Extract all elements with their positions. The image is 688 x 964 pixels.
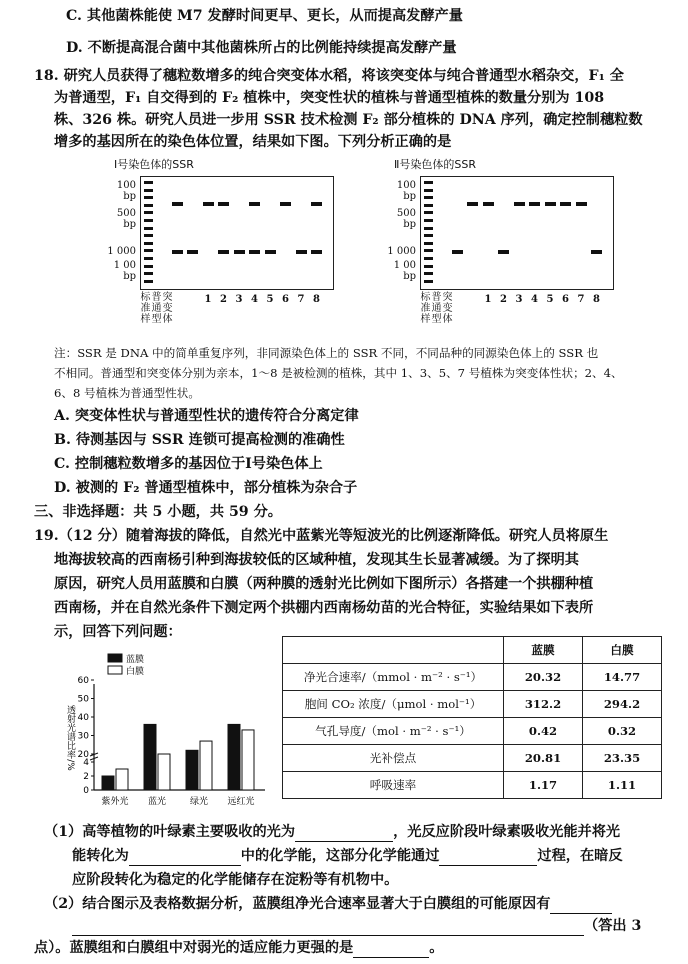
ladder-rung: [424, 257, 433, 260]
bar: [158, 754, 170, 790]
q18-option-a: A. 突变体性状与普通型性状的遗传符合分离定律: [54, 408, 359, 424]
ladder-rung: [144, 265, 153, 268]
gel-band: [483, 202, 494, 206]
q18-note-1: 注：SSR 是 DNA 中的简单重复序列，非同源染色体上的 SSR 不同，不同品种的同源染色体上的 SSR 也: [54, 346, 599, 360]
gel-band: [498, 250, 509, 254]
ladder-rung: [424, 272, 433, 275]
option-c-prev: C. 其他菌株能使 M7 发酵时间更早、更长，从而提高发酵产量: [66, 8, 463, 24]
gel-band: [576, 202, 587, 206]
lane-label: 通: [151, 303, 162, 314]
lane-label: 突: [162, 292, 173, 303]
ladder-rung: [424, 211, 433, 214]
ladder-rung: [424, 265, 433, 268]
row-blue-value: 312.2: [504, 691, 583, 718]
lane-label: 变: [442, 303, 453, 314]
gel-band: [172, 250, 183, 254]
answer-blank-6[interactable]: [353, 943, 429, 958]
ladder-rung: [144, 242, 153, 245]
gel-band: [467, 202, 478, 206]
lane-number: 3: [515, 294, 523, 305]
photosynthesis-table: [282, 636, 662, 799]
y-tick-label: 40: [77, 713, 89, 723]
gel-band: [560, 202, 571, 206]
bar: [186, 750, 198, 790]
lane-label: 体: [442, 314, 453, 325]
gel-band: [234, 250, 245, 254]
table-header-blue: 蓝膜: [504, 637, 583, 664]
ladder-rung: [144, 219, 153, 222]
ladder-rung: [424, 189, 433, 192]
lane-number: 5: [266, 294, 274, 305]
gel-band: [172, 202, 183, 206]
sub2-text-a: （2）结合图示及表格数据分析，蓝膜组净光合速率显著大于白膜组的可能原因有: [44, 896, 551, 912]
x-tick-label: 远红光: [227, 797, 255, 807]
lane-number: 4: [251, 294, 258, 305]
q19-line-3: 原因，研究人员用蓝膜和白膜（两种膜的透射光比例如下图所示）各搭建一个拱棚种植: [54, 576, 594, 592]
gel-band: [218, 202, 229, 206]
ladder-rung: [144, 227, 153, 230]
ladder-label: bp: [403, 191, 416, 202]
q18-line-1: 18. 研究人员获得了穗粒数增多的纯合突变体水稻，将该突变体与纯合普通型水稻杂交，F₁ 全: [34, 68, 624, 84]
sub2-text-d: 。: [429, 940, 444, 956]
ladder-rung: [424, 234, 433, 237]
ladder-rung: [144, 211, 153, 214]
gel-band: [311, 202, 322, 206]
legend-label: 白膜: [126, 667, 145, 677]
row-label: 气孔导度/（mol · m⁻² · s⁻¹）: [283, 718, 504, 745]
bar: [228, 724, 240, 790]
answer-blank-3[interactable]: [439, 851, 537, 866]
lane-number: 8: [593, 294, 600, 305]
lane-number: 4: [531, 294, 538, 305]
gel-band: [265, 250, 276, 254]
y-tick-label: 2: [83, 772, 89, 782]
y-tick-label: 30: [77, 731, 89, 742]
lane-number: 3: [235, 294, 243, 305]
y-tick-label: 50: [77, 694, 89, 705]
q18-line-2: 为普通型，F₁ 自交得到的 F₂ 植株中，突变性状的植株与普通型植株的数量分别为 108: [54, 90, 605, 106]
lane-label: 普: [431, 292, 442, 303]
gel2-title: Ⅱ号染色体的SSR: [394, 158, 477, 171]
q19-sub2-line-1: [44, 894, 612, 914]
q19-sub1-line-2: [72, 846, 623, 866]
q19-sub2-line-2: [72, 916, 641, 936]
ladder-rung: [144, 280, 153, 283]
legend-label: 蓝膜: [126, 655, 145, 665]
row-blue-value: 1.17: [504, 772, 583, 799]
gel-band: [203, 202, 214, 206]
y-tick-label: 4: [83, 758, 89, 768]
table-header-row: [283, 637, 662, 664]
section-3-header: 三、非选择题：共 5 小题，共 59 分。: [34, 504, 282, 520]
gel-band: [529, 202, 540, 206]
bar: [242, 730, 254, 790]
ladder-label: bp: [123, 219, 136, 230]
ladder-rung: [424, 227, 433, 230]
table-row: [283, 745, 662, 772]
q18-option-d: D. 被测的 F₂ 普通型植株中，部分植株为杂合子: [54, 480, 358, 496]
ladder-rung: [424, 181, 433, 184]
row-white-value: 1.11: [583, 772, 662, 799]
table-header-white: 白膜: [583, 637, 662, 664]
ladder-label: bp: [123, 271, 136, 282]
q19-sub1-line-3: 应阶段转化为稳定的化学能储存在淀粉等有机物中。: [72, 872, 399, 888]
ladder-rung: [424, 196, 433, 199]
bar: [102, 776, 114, 790]
table-row: [283, 772, 662, 799]
gel-band: [311, 250, 322, 254]
lane-number: 8: [313, 294, 320, 305]
sub1-text-c: 能转化为: [72, 848, 129, 864]
ladder-label: 1 000: [107, 246, 136, 257]
lane-label: 通: [431, 303, 442, 314]
lane-label: 样: [140, 314, 151, 325]
answer-blank-5[interactable]: [72, 921, 584, 936]
q19-sub1-line-1: [44, 822, 620, 842]
lane-label: 标: [140, 292, 151, 303]
y-tick-label: 0: [83, 786, 89, 796]
ladder-label: 1 00: [113, 260, 136, 271]
lane-number: 2: [500, 294, 507, 305]
gel-band: [280, 202, 291, 206]
ladder-rung: [424, 219, 433, 222]
row-label: 胞间 CO₂ 浓度/（μmol · mol⁻¹）: [283, 691, 504, 718]
y-tick-label: 60: [77, 676, 89, 686]
legend-swatch: [108, 654, 122, 662]
x-tick-label: 蓝光: [147, 797, 167, 807]
lane-label: 样: [420, 314, 431, 325]
bar: [116, 769, 128, 790]
lane-number: 7: [577, 294, 585, 305]
ladder-rung: [424, 280, 433, 283]
lane-label: 体: [162, 314, 173, 325]
ladder-rung: [144, 257, 153, 260]
x-tick-label: 绿光: [189, 797, 209, 807]
ladder-rung: [144, 272, 153, 275]
ladder-rung: [144, 249, 153, 252]
gel-band: [514, 202, 525, 206]
table-row: [283, 691, 662, 718]
transmission-bar-chart: [60, 648, 275, 818]
sub1-text-e: 过程，在暗反: [537, 848, 623, 864]
bar: [144, 724, 156, 790]
row-white-value: 294.2: [583, 691, 662, 718]
q19-line-5: 示，回答下列问题：: [54, 624, 182, 640]
row-blue-value: 20.32: [504, 664, 583, 691]
row-blue-value: 20.81: [504, 745, 583, 772]
table-row: [283, 718, 662, 745]
q19-line-1: 19.（12 分）随着海拔的降低，自然光中蓝紫光等短波光的比例逐渐降低。研究人员将原生: [34, 528, 609, 544]
ladder-rung: [144, 181, 153, 184]
ladder-label: 100: [116, 180, 136, 191]
lane-number: 6: [282, 294, 289, 305]
sub2-text-c: 点）。蓝膜组和白膜组中对弱光的适应能力更强的是: [34, 940, 354, 956]
row-label: 呼吸速率: [283, 772, 504, 799]
ladder-rung: [144, 196, 153, 199]
sub1-text-a: （1）高等植物的叶绿素主要吸收的光为: [44, 824, 296, 840]
lane-label: 型: [151, 314, 162, 325]
ladder-label: 1 000: [387, 246, 416, 257]
x-tick-label: 紫外光: [101, 797, 129, 807]
lane-number: 5: [546, 294, 554, 305]
gel1-figure: [104, 172, 334, 342]
ladder-label: bp: [123, 191, 136, 202]
ladder-rung: [144, 189, 153, 192]
lane-number: 7: [297, 294, 305, 305]
table-row: [283, 664, 662, 691]
ladder-label: 1 00: [393, 260, 416, 271]
option-d-prev: D. 不断提高混合菌中其他菌株所占的比例能持续提高发酵产量: [66, 40, 457, 56]
answer-blank-1[interactable]: [295, 827, 393, 842]
row-blue-value: 0.42: [504, 718, 583, 745]
ladder-rung: [424, 204, 433, 207]
ladder-rung: [144, 204, 153, 207]
gel-frame: [420, 176, 614, 290]
gel1-title: Ⅰ号染色体的SSR: [114, 158, 194, 171]
ladder-label: bp: [403, 219, 416, 230]
ladder-rung: [424, 242, 433, 245]
table-header-blank: [283, 637, 504, 664]
bar: [200, 741, 212, 790]
q19-line-4: 西南杨，并在自然光条件下测定两个拱棚内西南杨幼苗的光合特征，实验结果如下表所: [54, 600, 594, 616]
lane-label: 变: [162, 303, 173, 314]
row-label: 净光合速率/（mmol · m⁻² · s⁻¹）: [283, 664, 504, 691]
q19-sub2-line-3: [34, 938, 443, 958]
gel-band: [187, 250, 198, 254]
lane-number: 1: [204, 294, 212, 305]
gel-band: [249, 250, 260, 254]
lane-number: 6: [562, 294, 569, 305]
lane-label: 准: [140, 303, 151, 314]
row-white-value: 14.77: [583, 664, 662, 691]
lane-label: 普: [151, 292, 162, 303]
answer-blank-4[interactable]: [550, 899, 612, 914]
lane-number: 2: [220, 294, 227, 305]
answer-blank-2[interactable]: [129, 851, 241, 866]
gel-frame: [140, 176, 334, 290]
gel-band: [296, 250, 307, 254]
row-white-value: 23.35: [583, 745, 662, 772]
q18-line-4: 增多的基因所在的染色体位置，结果如下图。下列分析正确的是: [54, 134, 452, 150]
gel-band: [591, 250, 602, 254]
gel-band: [249, 202, 260, 206]
gel-band: [452, 250, 463, 254]
lane-label: 突: [442, 292, 453, 303]
q18-option-c: C. 控制穗粒数增多的基因位于Ⅰ号染色体上: [54, 456, 323, 472]
lane-label: 准: [420, 303, 431, 314]
y-tick-label: 20: [77, 750, 89, 760]
ladder-label: 500: [116, 208, 136, 219]
gel-band: [545, 202, 556, 206]
q18-line-3: 株、326 株。研究人员进一步用 SSR 技术检测 F₂ 部分植株的 DNA 序列，确定控制穗粒数: [54, 112, 643, 128]
lane-number: 1: [484, 294, 492, 305]
ladder-label: 500: [396, 208, 416, 219]
ladder-rung: [424, 249, 433, 252]
ladder-label: 100: [396, 180, 416, 191]
y-axis-label: 透射光谱比率/%: [65, 705, 75, 771]
q19-line-2: 地海拔较高的西南杨引种到海拔较低的区域种植，发现其生长显著减缓。为了探明其: [54, 552, 579, 568]
sub1-text-b: ，光反应阶段叶绿素吸收光能并将光: [393, 824, 621, 840]
q18-note-3: 6、8 号植株为普通型性状。: [54, 386, 200, 400]
sub1-text-d: 中的化学能，这部分化学能通过: [240, 848, 440, 864]
q18-option-b: B. 待测基因与 SSR 连锁可提高检测的准确性: [54, 432, 345, 448]
q18-note-2: 不相同。普通型和突变体分别为亲本，1～8 是被检测的植株，其中 1、3、5、7 号植株为突变体性状；2、4、: [54, 366, 623, 380]
ladder-rung: [144, 234, 153, 237]
sub2-text-b: （答出 3: [584, 918, 642, 934]
lane-label: 标: [420, 292, 431, 303]
row-label: 光补偿点: [283, 745, 504, 772]
lane-label: 型: [431, 314, 442, 325]
ladder-label: bp: [403, 271, 416, 282]
gel-band: [218, 250, 229, 254]
row-white-value: 0.32: [583, 718, 662, 745]
gel2-figure: [384, 172, 614, 342]
legend-swatch: [108, 666, 122, 674]
